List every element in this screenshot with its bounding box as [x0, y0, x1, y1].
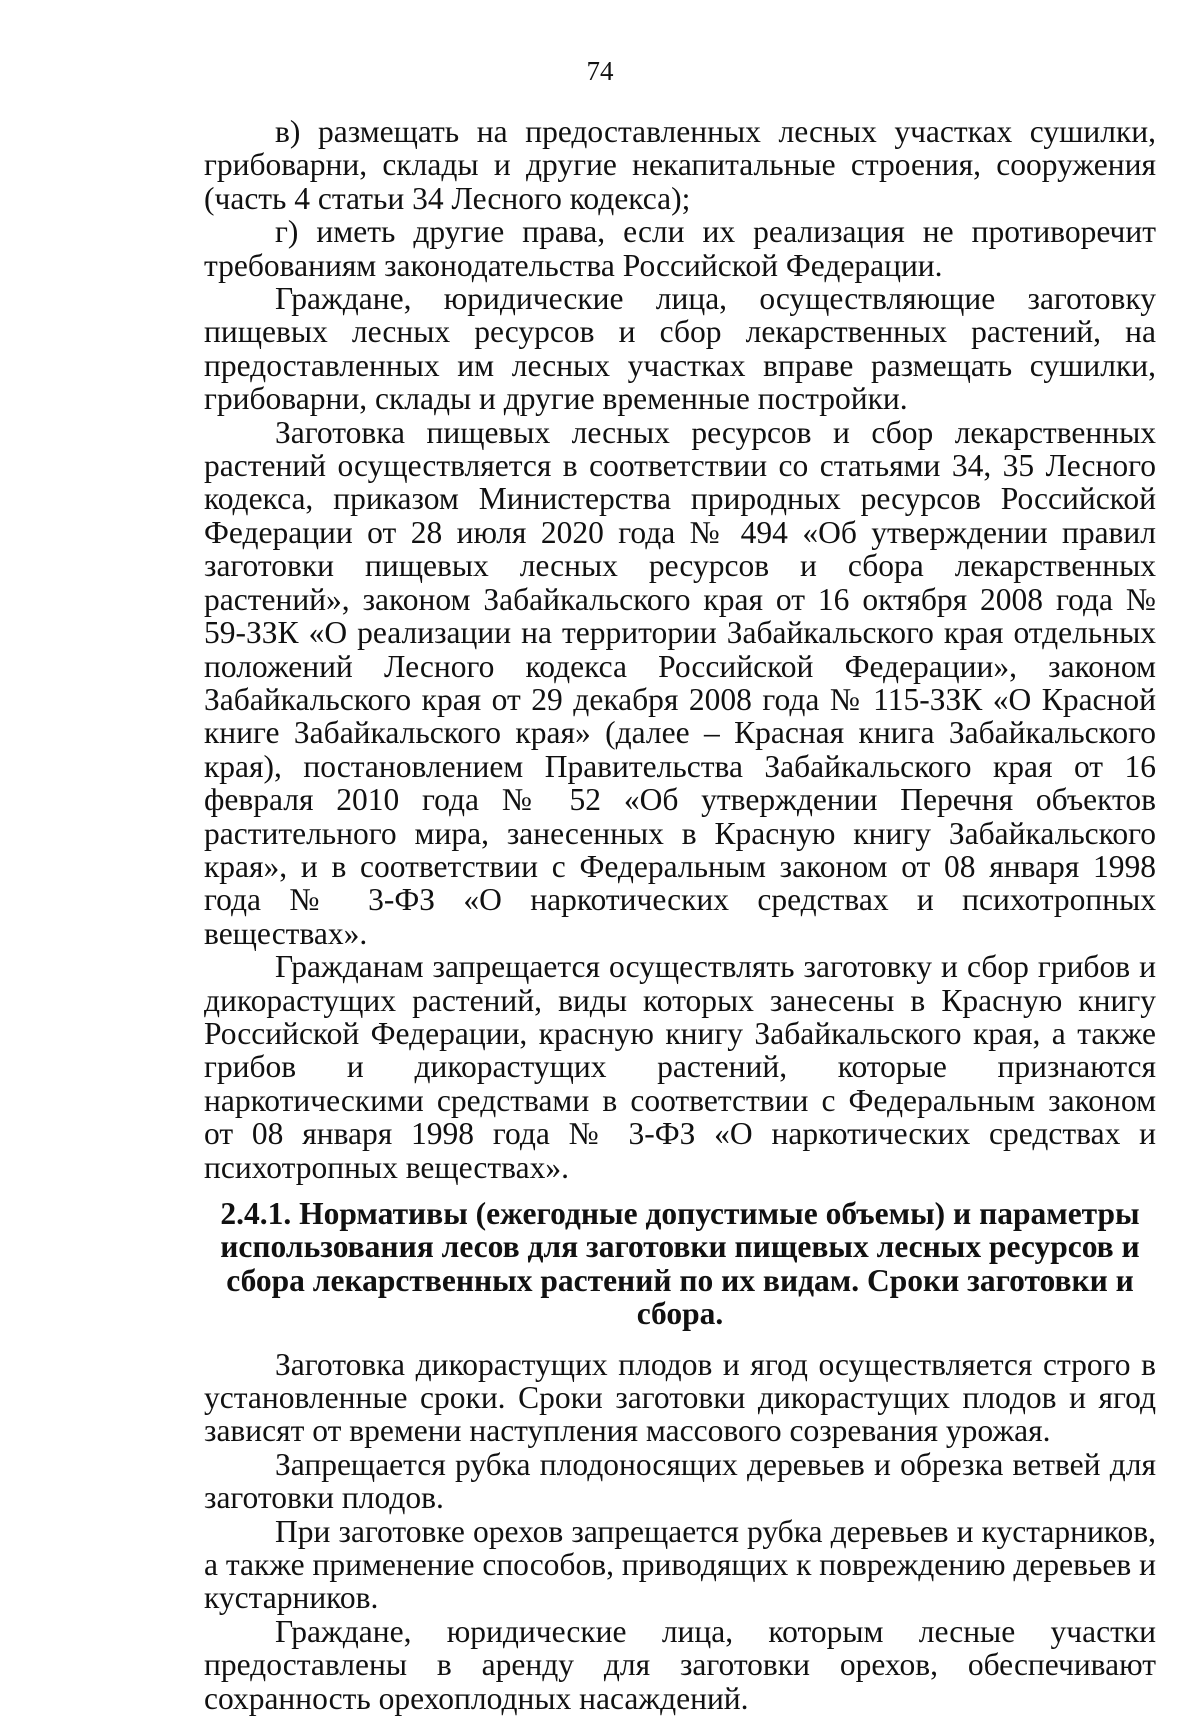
paragraph-nut-harvest: При заготовке орехов запрещается рубка деревьев и кустарников, а также применение способов, приводящих к повреждению деревьев и кустарников. — [204, 1513, 1156, 1616]
paragraph-legal-basis: Заготовка пищевых лесных ресурсов и сбор лекарственных растений осуществляется в соответствии со статьями 34, 35 Лесного кодекса, приказом Министерства природных ресурсов Российской Федерации от 28 июля 2020 года № 494 «Об утверждении правил заготовки пищевых лесных ресурсов и сбора лекарственных растений», законом Забайкальского края от 16 октября 2008 года № 59-ЗЗК «О реализации на территории Забайкальского края отдельных положений Лесного кодекса Российской Федерации», законом Забайкальского края от 29 декабря 2008 года № 115-ЗЗК «О Красной книге Забайкальского края» (далее – Красная книга Забайкальского края), постановлением Правительства Забайкальского края от 16 февраля 2010 года № 52 «Об утверждении Перечня объектов растительного мира, занесенных в Красную книгу Забайкальского края», и в соответствии с Федеральным законом от 08 января 1998 года № 3-ФЗ «О наркотических средствах и психотропных веществах». — [204, 414, 1156, 951]
paragraph-felling-ban: Запрещается рубка плодоносящих деревьев и обрезка ветвей для заготовки плодов. — [204, 1446, 1156, 1516]
paragraph-temporary-buildings: Граждане, юридические лица, осуществляющие заготовку пищевых лесных ресурсов и сбор лекарственных растений, на предоставленных им лесных участках вправе размещать сушилки, грибоварни, склады и другие временные постройки. — [204, 281, 1156, 417]
section-heading: 2.4.1. Нормативы (ежегодные допустимые объемы) и параметры использования лесов для заготовки пищевых лесных ресурсов и сбора лекарственных растений по их видам. Сроки заготовки и сбора. — [220, 1196, 1140, 1332]
paragraph-rights-g: г) иметь другие права, если их реализация не противоречит требованиям законодательства Российской Федерации. — [204, 214, 1156, 283]
paragraph-nut-preservation: Граждане, юридические лица, которым лесные участки предоставлены в аренду для заготовки орехов, обеспечивают сохранность орехоплодных насаждений. — [204, 1613, 1156, 1716]
paragraph-rights-v: в) размещать на предоставленных лесных участках сушилки, грибоварни, склады и другие некапитальные строения, сооружения (часть 4 статьи 34 Лесного кодекса); — [204, 114, 1156, 216]
paragraph-prohibition: Гражданам запрещается осуществлять заготовку и сбор грибов и дикорастущих растений, виды которых занесены в Красную книгу Российской Федерации, красную книгу Забайкальского края, а также грибов и дикорастущих растений, которые признаются наркотическими средствами в соответствии с Федеральным законом от 08 января 1998 года № 3-ФЗ «О наркотических средствах и психотропных веществах». — [204, 949, 1156, 1185]
page-number: 74 — [586, 56, 614, 86]
page-content — [204, 115, 1156, 1715]
paragraph-harvest-terms: Заготовка дикорастущих плодов и ягод осуществляется строго в установленные сроки. Сроки заготовки дикорастущих плодов и ягод зависят от времени наступления массового созревания урожая. — [204, 1346, 1156, 1449]
